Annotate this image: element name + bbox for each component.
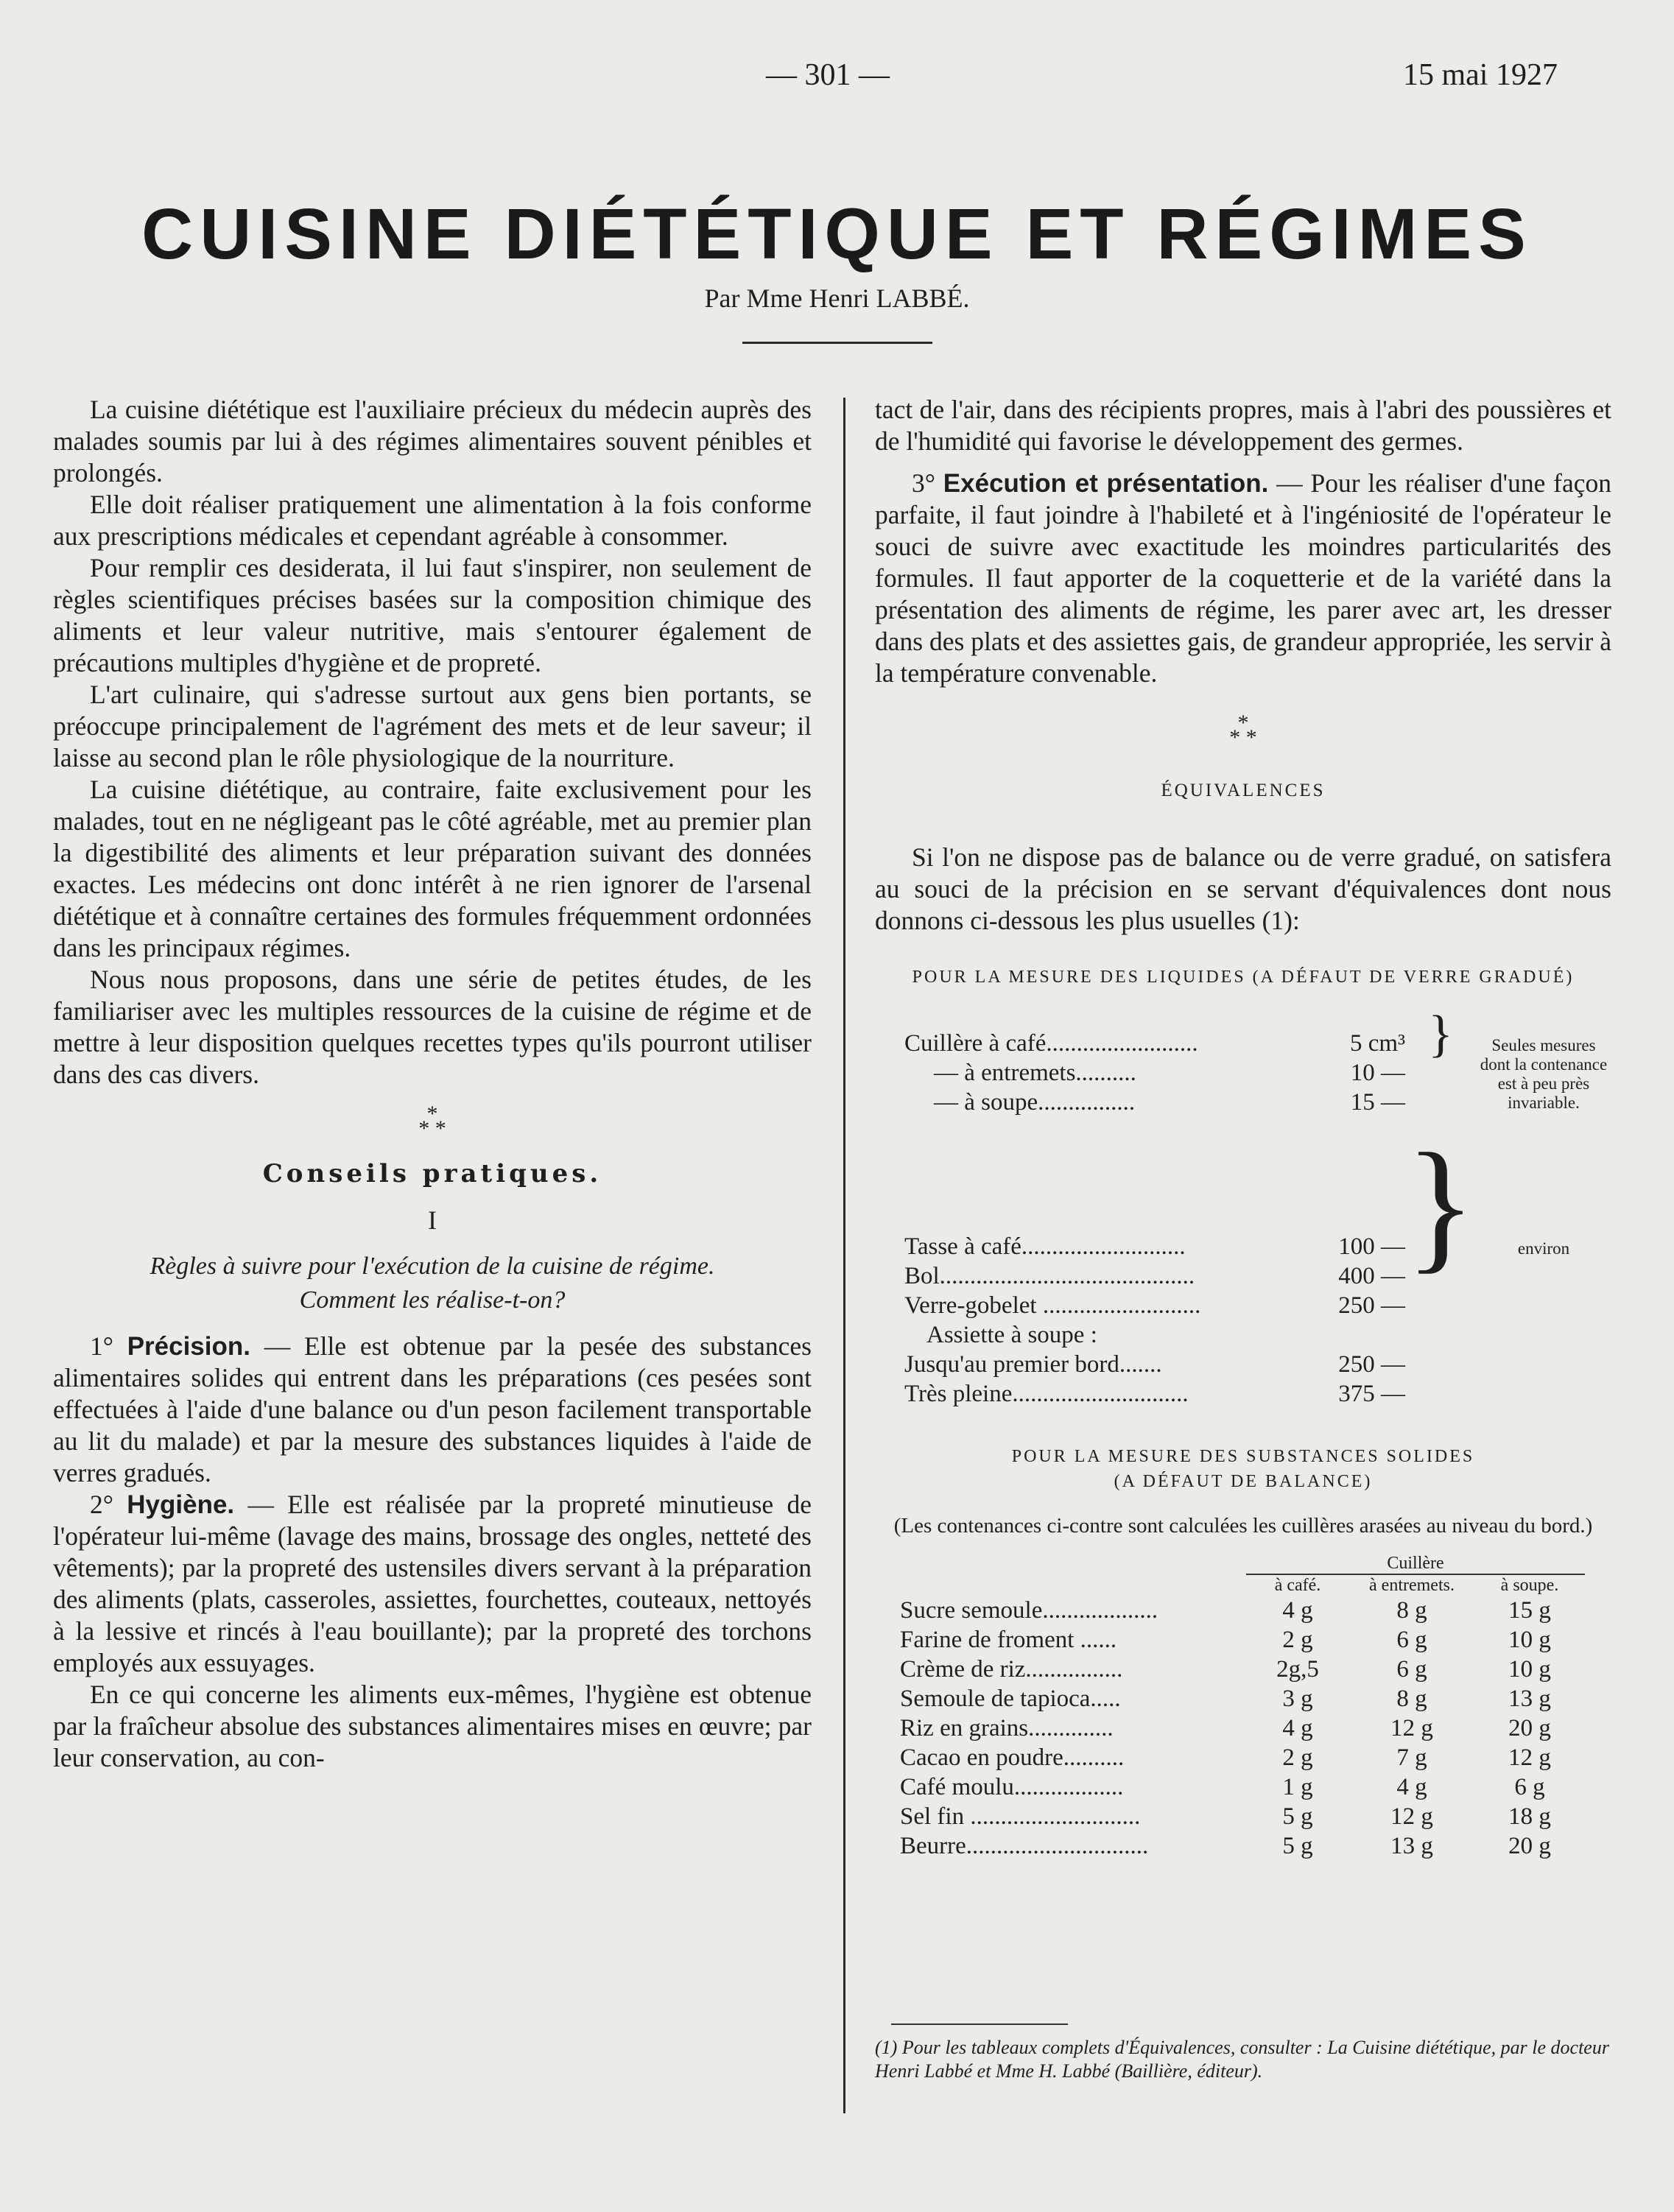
paragraph: Nous nous proposons, dans une série de petites études, de les familiariser avec les multiples ressources de la cuisine de régime et de mettre à leur disposition quelques recettes types qu'ils pourront utiliser dans des cas divers.: [53, 965, 812, 1089]
table-row: [900, 1596, 1585, 1625]
cell: 6 g: [1514, 1774, 1545, 1800]
column-group-header: Cuillère: [1246, 1553, 1585, 1574]
paragraph: Si l'on ne dispose pas de balance ou de verre gradué, on satisfera au souci de la précision en se servant d'équivalences dont nous donnons ci-dessous les plus usuelles (1):: [875, 842, 1611, 935]
table-row: [875, 1132, 1611, 1261]
row-value: [1295, 1320, 1405, 1350]
cell: 4 g: [1282, 1715, 1313, 1741]
asterism: * * *: [1229, 711, 1257, 750]
row-label: Bol..........................................: [904, 1263, 1195, 1289]
byline: Par Mme Henri LABBÉ.: [704, 283, 970, 313]
table-row: [900, 1655, 1585, 1684]
section-title: Conseils pratiques.: [262, 1159, 602, 1188]
row-label: Riz en grains..............: [900, 1715, 1114, 1741]
solids-note: (Les contenances ci-contre sont calculées les cuillères arasées au niveau du bord.): [893, 1514, 1593, 1538]
subsection-title: Règles à suivre pour l'exécution de la cuisine de régime.: [150, 1253, 715, 1280]
table-header-row: [900, 1574, 1585, 1596]
cell: 6 g: [1396, 1656, 1427, 1683]
liquids-note: Seules mesures dont la contenance est à peu près invariable.: [1480, 1036, 1608, 1112]
cell: 15 g: [1508, 1597, 1551, 1624]
cell: 5 g: [1282, 1833, 1313, 1859]
equivalences-title: ÉQUIVALENCES: [1161, 781, 1326, 800]
paragraph: L'art culinaire, qui s'adresse surtout aux gens bien portants, se préoccupe principalement de l'agrément des mets et de leur saveur; il laisse au second plan le rôle physiologique de la nourriture.: [53, 680, 812, 772]
row-label: Café moulu..................: [900, 1774, 1124, 1800]
row-value: 400 —: [1338, 1263, 1405, 1289]
item-text: — Elle est obtenue par la pesée des substances alimentaires solides qui entrent dans les préparations (ces pesées sont effectuées à l'aide d'une balance ou d'un peson facilement transportable au lit du malade) et par la mesure des substances liquides à l'aide de verres gradués.: [53, 1331, 812, 1487]
solids-table-title: POUR LA MESURE DES SUBSTANCES SOLIDES: [1011, 1447, 1475, 1466]
section-number: I: [428, 1205, 437, 1235]
item-heading: Précision.: [127, 1332, 250, 1361]
row-label: Farine de froment ......: [900, 1627, 1117, 1653]
solids-table-subtitle: (A DÉFAUT DE BALANCE): [1114, 1472, 1373, 1491]
row-label: — à entremets..........: [934, 1060, 1136, 1086]
footnote-rule: [891, 2023, 1068, 2025]
cell: 4 g: [1396, 1774, 1427, 1800]
cell: 18 g: [1508, 1803, 1551, 1830]
paragraph-precision: [53, 1331, 812, 1489]
row-value: 375 —: [1338, 1381, 1405, 1407]
table-row: [875, 1009, 1611, 1058]
cell: 3 g: [1282, 1686, 1313, 1712]
cell: 20 g: [1508, 1715, 1551, 1741]
row-label: Sel fin ............................: [900, 1803, 1141, 1830]
title-rule: [742, 342, 932, 344]
solids-table: [900, 1553, 1585, 1861]
page-number: — 301 —: [766, 58, 890, 92]
footnote: (1) Pour les tableaux complets d'Équivalences, consulter : La Cuisine diététique, par le docteur Henri Labbé et Mme H. Labbé (Baillière, éditeur).: [875, 2037, 1609, 2082]
item-number: 2°: [90, 1490, 113, 1519]
brace: }: [1405, 1124, 1476, 1286]
row-label: Très pleine.............................: [904, 1381, 1189, 1407]
row-value: 250 —: [1338, 1351, 1405, 1378]
table-row: [900, 1743, 1585, 1772]
row-label: Tasse à café...........................: [904, 1233, 1186, 1260]
left-column: [53, 394, 812, 1774]
cell: 13 g: [1508, 1686, 1551, 1712]
table-row: [900, 1625, 1585, 1655]
row-label: Cuillère à café.........................: [904, 1030, 1198, 1057]
row-label: Sucre semoule...................: [900, 1597, 1158, 1624]
cell: 13 g: [1390, 1833, 1433, 1859]
row-value: 250 —: [1338, 1292, 1405, 1319]
row-value: 100 —: [1338, 1233, 1405, 1260]
paragraph-execution: [875, 468, 1611, 689]
paragraph: La cuisine diététique, au contraire, faite exclusivement pour les malades, tout en ne négligeant pas le côté agréable, met au premier plan la digestibilité des aliments et leur préparation suivant des données exactes. Les médecins ont donc intérêt à ne rien ignorer de l'arsenal diététique et à connaître certaines des formules fréquemment ordonnées dans les principaux régimes.: [53, 775, 812, 962]
cell: 10 g: [1508, 1627, 1551, 1653]
liquids-table-title: POUR LA MESURE DES LIQUIDES (A DÉFAUT DE VERRE GRADUÉ): [912, 968, 1575, 987]
paragraph: Pour remplir ces desiderata, il lui faut s'inspirer, non seulement de règles scientifiques précises basées sur la composition chimique des aliments et leur valeur nutritive, mais s'entourer également de précautions multiples d'hygiène et de propreté.: [53, 553, 812, 677]
right-column: [875, 394, 1611, 1861]
cell: 4 g: [1282, 1597, 1313, 1624]
item-number: 3°: [912, 468, 935, 498]
column-header: à entremets.: [1369, 1576, 1455, 1595]
cell: 12 g: [1508, 1744, 1551, 1771]
column-header: à café.: [1274, 1576, 1321, 1595]
paragraph: La cuisine diététique est l'auxiliaire précieux du médecin auprès des malades soumis par lui à des régimes alimentaires souvent pénibles et prolongés.: [53, 395, 812, 487]
asterism: * * *: [418, 1102, 446, 1141]
cell: 10 g: [1508, 1656, 1551, 1683]
cell: 5 g: [1282, 1803, 1313, 1830]
subsection-question: Comment les réalise-t-on?: [299, 1286, 566, 1314]
paragraph-hygiene: [53, 1489, 812, 1679]
cell: 7 g: [1396, 1744, 1427, 1771]
table-row: [900, 1772, 1585, 1802]
paragraph: En ce qui concerne les aliments eux-mêmes, l'hygiène est obtenue par la fraîcheur absolue des substances alimentaires mises en œuvre; par leur conservation, au con-: [53, 1680, 812, 1772]
cell: 20 g: [1508, 1833, 1551, 1859]
table-row: [900, 1713, 1585, 1743]
cell: 8 g: [1396, 1597, 1427, 1624]
table-header-row: [900, 1553, 1585, 1574]
row-label: Cacao en poudre..........: [900, 1744, 1125, 1771]
column-header: à soupe.: [1500, 1576, 1559, 1595]
cell: 12 g: [1390, 1715, 1433, 1741]
item-heading: Exécution et présentation.: [943, 469, 1269, 498]
cell: 12 g: [1390, 1803, 1433, 1830]
article-title: CUISINE DIÉTÉTIQUE ET RÉGIMES: [141, 194, 1533, 274]
cell: 6 g: [1396, 1627, 1427, 1653]
paragraph: Elle doit réaliser pratiquement une alimentation à la fois conforme aux prescriptions médicales et cependant agréable à consommer.: [53, 490, 812, 551]
row-value: 5 cm³: [1350, 1030, 1405, 1057]
row-label: Assiette à soupe :: [926, 1322, 1097, 1348]
row-label: Crème de riz................: [900, 1656, 1123, 1683]
item-text: — Elle est réalisée par la propreté minutieuse de l'opérateur lui-même (lavage des mains, brossage des ongles, netteté des vêtements); par la propreté des ustensiles divers servant à la préparation des aliments (plats, casseroles, assiettes, fourchettes, couteaux, nettoyés à la lessive et rincés à l'eau bouillante); par la propreté des torchons employés aux essuyages.: [53, 1490, 812, 1677]
cell: 2 g: [1282, 1627, 1313, 1653]
cell: 2 g: [1282, 1744, 1313, 1771]
row-label: Jusqu'au premier bord.......: [904, 1351, 1162, 1378]
row-label: — à soupe................: [934, 1089, 1136, 1116]
liquids-table: [875, 1006, 1611, 1409]
table-row: [900, 1802, 1585, 1831]
cell: 1 g: [1282, 1774, 1313, 1800]
item-heading: Hygiène.: [127, 1490, 235, 1519]
row-label: Beurre..............................: [900, 1833, 1149, 1859]
row-value: 10 —: [1350, 1060, 1405, 1086]
table-row: [900, 1684, 1585, 1713]
column-divider: [843, 398, 845, 2113]
liquids-note: environ: [1517, 1239, 1570, 1258]
issue-date: 15 mai 1927: [1403, 58, 1558, 92]
item-text: — Pour les réaliser d'une façon parfaite, il faut joindre à l'habileté et à l'ingéniosité de l'opérateur le souci de suivre avec exactitude les moindres particularités des formules. Il faut apporter de la coquetterie et de la variété dans la présentation des aliments de régime, les parer avec art, les dresser dans des plats et des assiettes gais, de grandeur appropriée, les servir à la température convenable.: [875, 468, 1612, 688]
item-number: 1°: [90, 1331, 113, 1361]
table-row: [900, 1831, 1585, 1861]
row-label: Semoule de tapioca.....: [900, 1686, 1121, 1712]
paragraph-continued: tact de l'air, dans des récipients propres, mais à l'abri des poussières et de l'humidité qui favorise le développement des germes.: [875, 395, 1611, 456]
row-label: Verre-gobelet ..........................: [904, 1292, 1201, 1319]
brace: }: [1428, 1006, 1453, 1063]
row-value: 15 —: [1350, 1089, 1405, 1116]
cell: 2g,5: [1276, 1656, 1319, 1683]
cell: 8 g: [1396, 1686, 1427, 1712]
